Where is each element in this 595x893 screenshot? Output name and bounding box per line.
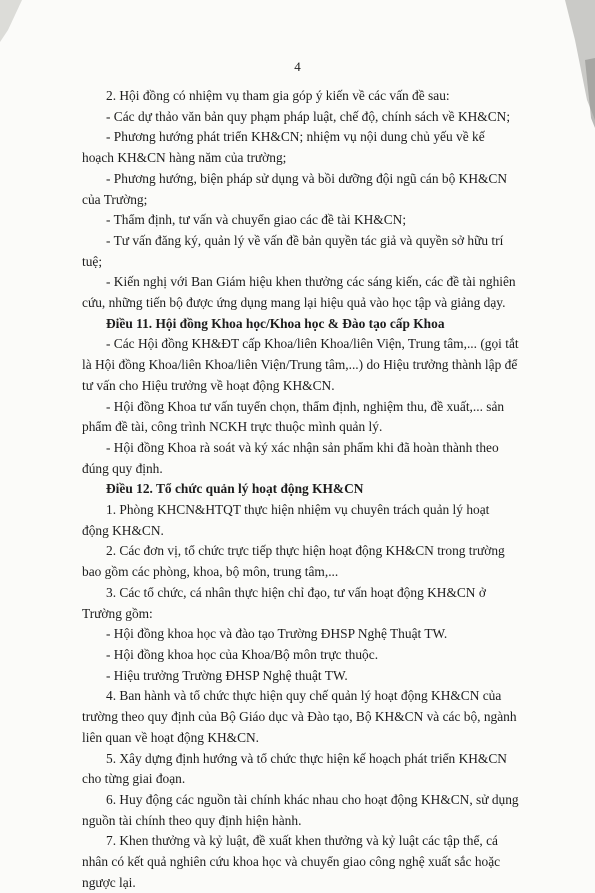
paragraph: - Thẩm định, tư vấn và chuyển giao các đề tài KH&CN;: [106, 212, 407, 228]
article-heading: Điều 12. Tổ chức quản lý hoạt động KH&CN: [106, 481, 364, 497]
paragraph: - Các dự thảo văn bản quy phạm pháp luật, chế độ, chính sách về KH&CN;: [106, 108, 511, 124]
paragraph: - Hội đồng Khoa tư vấn tuyển chọn, thẩm định, nghiệm thu, đề xuất,... sản phẩm đề tài, công trình NCKH trực thuộc mình quản lý.: [82, 398, 505, 435]
paragraph: 2. Hội đồng có nhiệm vụ tham gia góp ý kiến về các vấn đề sau:: [106, 88, 450, 103]
page-number: 4: [294, 59, 301, 74]
article-heading: Điều 11. Hội đồng Khoa học/Khoa học & Đào tạo cấp Khoa: [106, 315, 445, 331]
paragraph: - Hội đồng khoa học và đào tạo Trường ĐHSP Nghệ Thuật TW.: [106, 626, 448, 642]
paragraph: - Hiệu trưởng Trường ĐHSP Nghệ thuật TW.: [106, 667, 348, 683]
paragraph: 7. Khen thưởng và kỷ luật, đề xuất khen thưởng và kỷ luật các tập thể, cá nhân có kết quả nghiên cứu khoa học và chuyển giao công nghệ xuất sắc hoặc ngược lại.: [82, 833, 501, 890]
paragraph: 6. Huy động các nguồn tài chính khác nhau cho hoạt động KH&CN, sử dụng nguồn tài chính theo quy định hiện hành.: [82, 791, 519, 828]
paragraph: 3. Các tổ chức, cá nhân thực hiện chỉ đạo, tư vấn hoạt động KH&CN ở Trường gồm:: [82, 584, 486, 621]
paragraph: - Phương hướng phát triển KH&CN; nhiệm vụ nội dung chủ yếu về kế hoạch KH&CN hàng năm của trường;: [82, 129, 485, 166]
scan-shadow-top-left: [0, 0, 60, 60]
paragraph: - Tư vấn đăng ký, quản lý về vấn đề bản quyền tác giả và quyền sở hữu trí tuệ;: [82, 232, 504, 269]
paragraph: - Hội đồng khoa học của Khoa/Bộ môn trực thuộc.: [106, 646, 379, 662]
paragraph: 1. Phòng KHCN&HTQT thực hiện nhiệm vụ chuyên trách quản lý hoạt động KH&CN.: [82, 502, 490, 538]
paragraph: - Hội đồng Khoa rà soát và ký xác nhận sản phẩm khi đã hoàn thành theo đúng quy định.: [82, 439, 499, 476]
paragraph: 2. Các đơn vị, tổ chức trực tiếp thực hiện hoạt động KH&CN trong trường bao gồm các phòng, khoa, bộ môn, trung tâm,...: [82, 543, 505, 580]
paragraph: 4. Ban hành và tổ chức thực hiện quy chế quản lý hoạt động KH&CN của trường theo quy định của Bộ Giáo dục và Đào tạo, Bộ KH&CN và các bộ, ngành liên quan về hoạt động KH&CN.: [82, 688, 517, 745]
document-body: [82, 86, 519, 893]
paragraph: - Các Hội đồng KH&ĐT cấp Khoa/liên Khoa/liên Viện, Trung tâm,... (gọi tắt là Hội đồng Khoa/liên Khoa/liên Viện/Trung tâm,...) do Hiệu trưởng thành lập để tư vấn cho Hiệu trưởng về hoạt động KH&CN.: [82, 336, 519, 393]
paragraph: - Phương hướng, biện pháp sử dụng và bồi dưỡng đội ngũ cán bộ KH&CN của Trường;: [82, 170, 508, 207]
paragraph: - Kiến nghị với Ban Giám hiệu khen thưởng các sáng kiến, các đề tài nghiên cứu, những tiến bộ được ứng dụng mang lại hiệu quả vào học tập và giảng dạy.: [82, 274, 516, 311]
paragraph: 5. Xây dựng định hướng và tổ chức thực hiện kế hoạch phát triển KH&CN cho từng giai đoạn.: [82, 750, 507, 787]
